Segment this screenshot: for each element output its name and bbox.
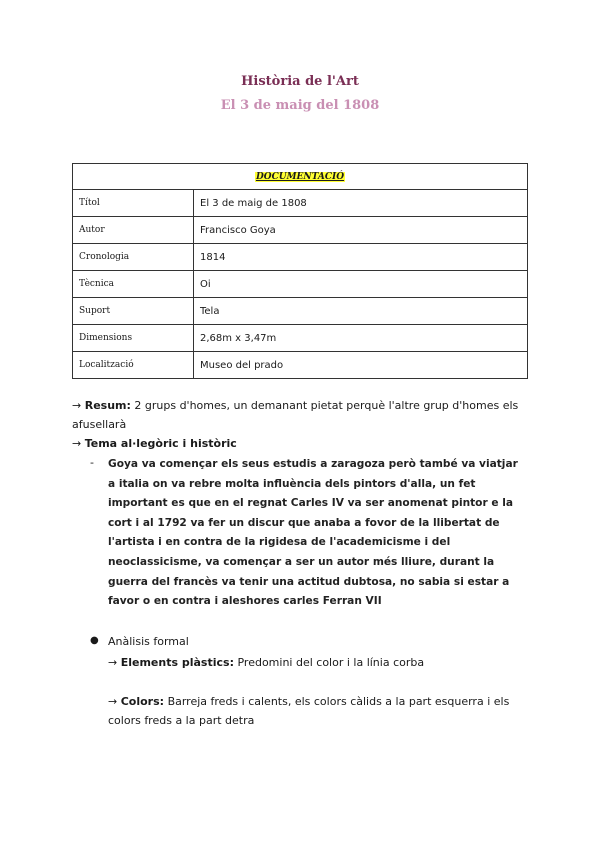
arrow-icon: → [108, 695, 118, 708]
analisi-label: Anàlisis formal [108, 635, 189, 648]
table-row [73, 244, 528, 271]
row-value: Museo del prado [194, 352, 528, 379]
tema-text: Goya va començar els seus estudis a zaragoza però també va viatjar a italia on va rebre molta influència dels pintors d'alla, un fet important es que en el regnat Carles IV va ser anomenat pintor e la cort i al 1792 va fer un discur que anaba a fovor de la llibertat de l'artista i en contra de la rigidesa de l'academicisme i del neoclassicisme, va començar a ser un autor més lliure, durant la guerra del francès va tenir una actitud dubtosa, no sabia si estar a favor o en contra i aleshores carles Ferran VII [108, 458, 518, 608]
resum-paragraph [72, 396, 532, 434]
row-label: Suport [73, 298, 194, 325]
row-value: Francisco Goya [194, 217, 528, 244]
row-value: 2,68m x 3,47m [194, 325, 528, 352]
table-row [73, 271, 528, 298]
resum-label: Resum: [84, 399, 131, 412]
table-row [73, 217, 528, 244]
arrow-icon: → [72, 399, 82, 412]
table-row [73, 352, 528, 379]
row-label: Títol [73, 190, 194, 217]
bullet-icon: ● [90, 635, 99, 646]
row-value: El 3 de maig de 1808 [194, 190, 528, 217]
dash-marker: - [90, 456, 94, 469]
elements-text: Predomini del color i la línia corba [237, 656, 425, 669]
subject-title: Història de l'Art [241, 74, 359, 89]
row-label: Tècnica [73, 271, 194, 298]
colors-paragraph [108, 692, 528, 730]
table-row [73, 298, 528, 325]
table-heading [73, 164, 528, 190]
tema-heading [72, 434, 237, 453]
artwork-title: El 3 de maig del 1808 [220, 98, 380, 113]
table-heading-text: DOCUMENTACIÓ [255, 171, 345, 182]
arrow-icon: → [108, 656, 118, 669]
colors-text: Barreja freds i calents, els colors càlids a la part esquerra i els colors freds a la part detra [108, 695, 510, 727]
table-header-row [73, 164, 528, 190]
table-row [73, 190, 528, 217]
arrow-icon: → [72, 437, 82, 450]
row-label: Cronologia [73, 244, 194, 271]
row-value: Oi [194, 271, 528, 298]
colors-label: Colors: [120, 695, 165, 708]
elements-label: Elements plàstics: [120, 656, 234, 669]
resum-text: 2 grups d'homes, un demanant pietat perquè l'altre grup d'homes els afusellarà [72, 399, 519, 431]
table-row [73, 325, 528, 352]
row-value: Tela [194, 298, 528, 325]
tema-label: Tema al·legòric i històric [84, 437, 237, 450]
documentation-table [72, 163, 528, 379]
row-label: Autor [73, 217, 194, 244]
row-label: Dimensions [73, 325, 194, 352]
elements-plastics [108, 653, 528, 672]
row-label: Localització [73, 352, 194, 379]
row-value: 1814 [194, 244, 528, 271]
